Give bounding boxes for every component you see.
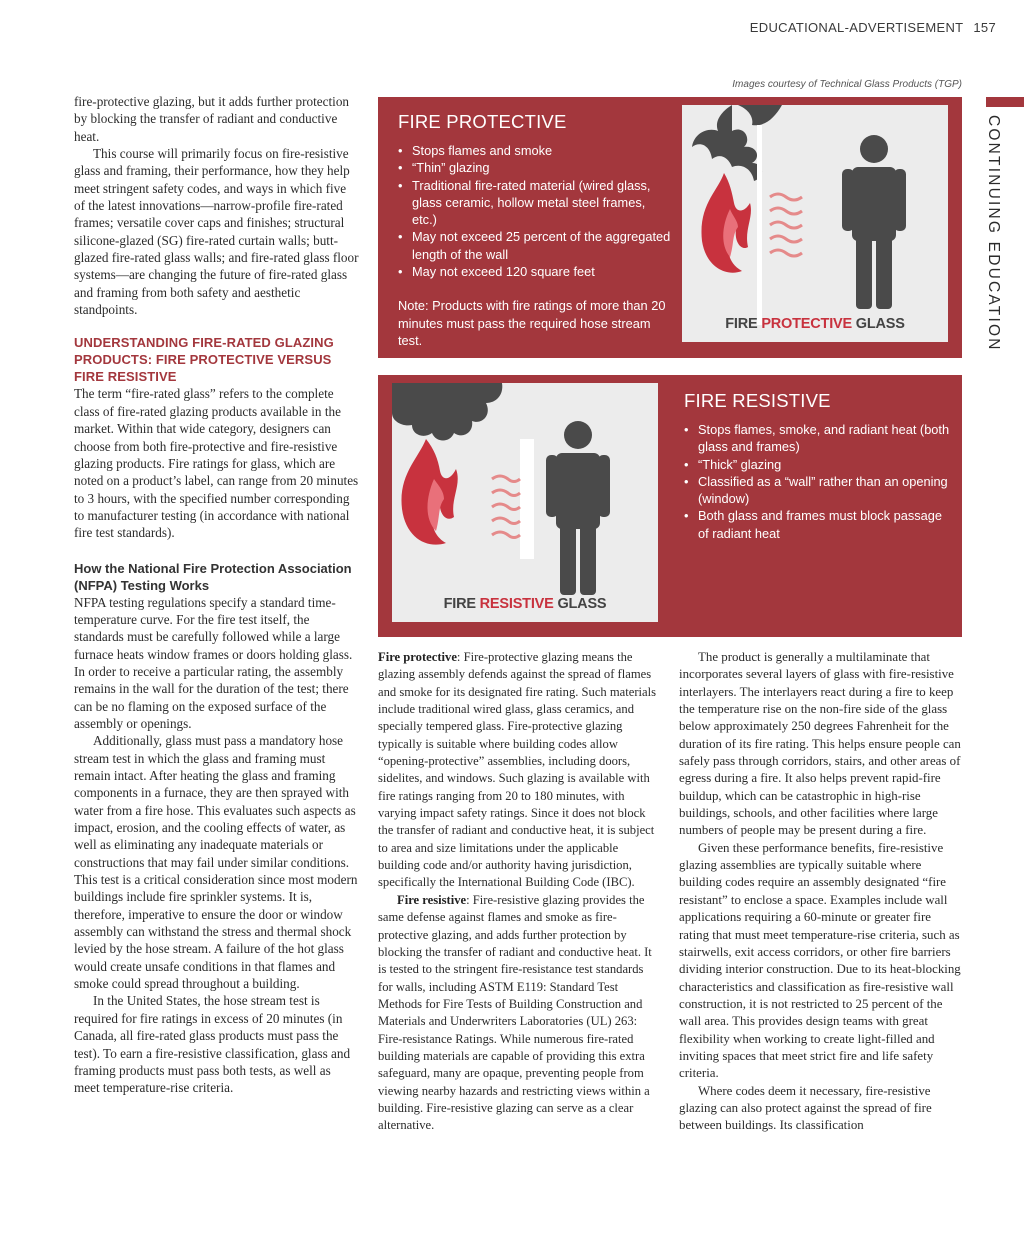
heat-wave-icon [492, 490, 520, 496]
label-part: FIRE [443, 596, 480, 612]
heat-wave-icon [770, 208, 802, 214]
section-heading: UNDERSTANDING FIRE-RATED GLAZING PRODUCTS: FIRE PROTECTIVE VERSUS FIRE RESISTIVE [74, 335, 334, 385]
running-header [750, 20, 996, 35]
text-column-3 [679, 649, 962, 1135]
smoke-icon [392, 383, 502, 441]
person-icon [546, 421, 610, 595]
bullet-item: • Stops flames and smoke [398, 142, 673, 159]
fire-protective-illustration [682, 105, 948, 342]
label-accent: RESISTIVE [479, 596, 554, 612]
paragraph: Additionally, glass must pass a mandatory hose stream test in which the glass and framing must remain intact. After heating the glass and framing components in a furnace, they are then sprayed with water from a fire hose. This evaluates such aspects as impact, erosion, and the cooling effects of water, as well as eliminating any inadequate materials or constructions that may fail under similar conditions. This test is a critical consideration since most modern buildings include fire sprinkler systems. It is, therefore, imperative to ensure the door or window assembly can withstand the stress and thermal shock levied by the hose stream. A failure of the hot glass would create unsafe conditions in that flames and smoke could spread throughout a building. [74, 733, 358, 992]
heat-wave-icon [492, 504, 520, 510]
bullet-item: • Traditional fire-rated material (wired glass, glass ceramic, hollow metal steel frames, etc.) [398, 177, 673, 229]
paragraph: This course will primarily focus on fire-resistive glass and framing, their performance, how they help meet stringent safety codes, and ways in which five of the latest innovations—narrow-profile fire-rated frames; versatile cover caps and finishes; structural silicone-glazed (SG) fire-rated curtain walls; butt-glazed fire-rated glass walls; and fire-rated glass floor systems—are changing the future of fire-rated glass and framing from both safety and aesthetic standpoints. [74, 146, 359, 318]
bullet-list [398, 142, 673, 280]
heat-wave-icon [770, 194, 802, 200]
fire-protective-text [398, 111, 673, 349]
heat-wave-icon [770, 222, 802, 228]
term-definition: : Fire-resistive glazing provides the same defense against flames and smoke as fire-protective glazing, and adds further protection by blocking the transfer of radiant and conductive heat. It is tested to the stringent fire-resistance test standards for walls, including ASTM E119: Standard Test Methods for Fire Tests of Building Construction and Materials and Underwriters Laboratories (UL) 263: Fire-resistance Ratings. While numerous fire-rated building materials are capable of providing this extra safeguard, many are opaque, preventing people from viewing nearby hazards and restricting views within a building. Fire-resistive glazing can serve as a clear alternative. [378, 892, 652, 1133]
text-column-2 [378, 649, 661, 1135]
bullet-item: • Stops flames, smoke, and radiant heat (both glass and frames) [684, 421, 956, 456]
bullet-list [684, 421, 956, 542]
fire-resistive-text [684, 390, 956, 542]
bullet-item: • May not exceed 25 percent of the aggregated length of the wall [398, 228, 673, 263]
panel-title: FIRE RESISTIVE [684, 390, 831, 411]
paragraph: fire-protective glazing, but it adds further protection by blocking the transfer of radiant and conductive heat. [74, 94, 350, 144]
fire-resistive-panel [378, 375, 962, 637]
bullet-item: • Both glass and frames must block passage of radiant heat [684, 507, 956, 542]
fire-protective-panel [378, 97, 962, 358]
page-number: 157 [973, 20, 996, 35]
heat-wave-icon [492, 532, 520, 538]
heat-wave-icon [492, 476, 520, 482]
paragraph: The product is generally a multilaminate that incorporates several layers of glass with fire-resistive interlayers. The interlayers react during a fire to keep the temperature rise on the non-fire side of the glass below approximately 250 degrees Fahrenheit for the duration of its fire rating. This helps ensure people can safely pass through corridors, stairs, and other areas of egress during a fire. It also helps prevent rapid-fire buildup, which can be catastrophic in high-rise buildings, schools, and other facilities where large numbers of people may be present during a fire. [679, 650, 961, 838]
term-definition: : Fire-protective glazing means the glazing assembly defends against the spread of flames and smoke for its designated fire rating. Such materials include traditional wired glass, glass ceramics, and specially tempered glass. Fire-protective glazing typically is suitable where building codes allow “opening-protective” assemblies, including doors, sidelites, and windows. Such glazing is available with fire ratings ranging from 20 to 180 minutes, with varying impact safety ratings. Since it does not block the transfer of radiant and conductive heat, it is subject to area and size limitations under the applicable building code and/or authority having jurisdiction, specifically the International Building Code (IBC). [378, 650, 657, 890]
illustration-label [682, 316, 948, 332]
side-tab-marker [986, 97, 1024, 107]
smoke-icon [738, 105, 782, 125]
paragraph: The term “fire-rated glass” refers to the complete class of fire-rated glazing products available in the market. Within that wide category, designers can choose from both fire-protective and fire-resistive glazing products. Fire ratings for glass, which are noted on a product’s label, can range from 20 minutes to 3 hours, with the specified number corresponding to manufacturer testing (in accordance with national fire test standards). [74, 386, 359, 541]
label-part: GLASS [851, 316, 905, 332]
subsection-heading: How the National Fire Protection Association (NFPA) Testing Works [74, 560, 352, 593]
bullet-item: • May not exceed 120 square feet [398, 263, 673, 280]
bullet-item: • Classified as a “wall” rather than an opening (window) [684, 473, 956, 508]
label-accent: PROTECTIVE [761, 316, 852, 332]
term-label: Fire protective [378, 650, 457, 664]
paragraph: NFPA testing regulations specify a standard time-temperature curve. For the fire test itself, the standards must be carefully followed while a large furnace heats window frames or doors holding glass. In order to receive a particular rating, the assembly remains in the wall for the duration of the test; there can be no flaming on the exposed surface of the assembly or openings. [74, 594, 353, 731]
paragraph [378, 892, 661, 1135]
section-label: EDUCATIONAL-ADVERTISEMENT [749, 20, 964, 35]
fire-resistive-illustration [392, 383, 658, 622]
label-part: FIRE [725, 316, 762, 332]
image-credit: Images courtesy of Technical Glass Products (TGP) [732, 79, 962, 90]
panel-title: FIRE PROTECTIVE [398, 111, 567, 132]
heat-wave-icon [492, 518, 520, 524]
panel-note: Note: Products with fire ratings of more than 20 minutes must pass the required hose stream test. [398, 298, 666, 348]
fire-protective-graphic [682, 105, 948, 342]
term-label: Fire resistive [397, 892, 467, 907]
paragraph: Given these performance benefits, fire-resistive glazing assemblies are typically suitable where building codes require an assembly designated “fire resistant” to enclose a space. Examples include wall applications requiring a 60-minute or greater fire rating that must meet temperature-rise criteria, such as stairwells, exit access corridors, or other fire barriers dividing interior construction. Due to its heat-blocking characteristics and classification as fire-resistive wall construction, it is not restricted to 25 percent of the wall area. This provides design teams with great flexibility when working to create light-filled and inviting spaces that meet strict fire and life safety criteria. [679, 840, 961, 1081]
person-icon [842, 135, 906, 309]
bullet-item: • “Thick” glazing [684, 456, 956, 473]
paragraph: In the United States, the hose stream test is required for fire ratings in excess of 20 minutes (in Canada, all fire-rated glass products must pass the test). To earn a fire-resistive classification, glass and framing products must pass both tests, as well as meet temperature-rise criteria. [74, 993, 351, 1096]
text-column-1 [74, 93, 359, 1097]
side-tab-label: CONTINUING EDUCATION [985, 115, 1002, 352]
fire-resistive-graphic [392, 383, 658, 622]
label-part: GLASS [553, 596, 607, 612]
bullet-item: • “Thin” glazing [398, 159, 673, 176]
illustration-label [392, 596, 658, 612]
heat-wave-icon [770, 250, 802, 256]
glass-pane-icon [520, 439, 534, 559]
paragraph: Where codes deem it necessary, fire-resistive glazing can also protect against the spread of fire between buildings. Its classification [679, 1083, 932, 1133]
glass-pane-icon [757, 125, 762, 325]
heat-wave-icon [770, 236, 802, 242]
paragraph [378, 649, 661, 892]
